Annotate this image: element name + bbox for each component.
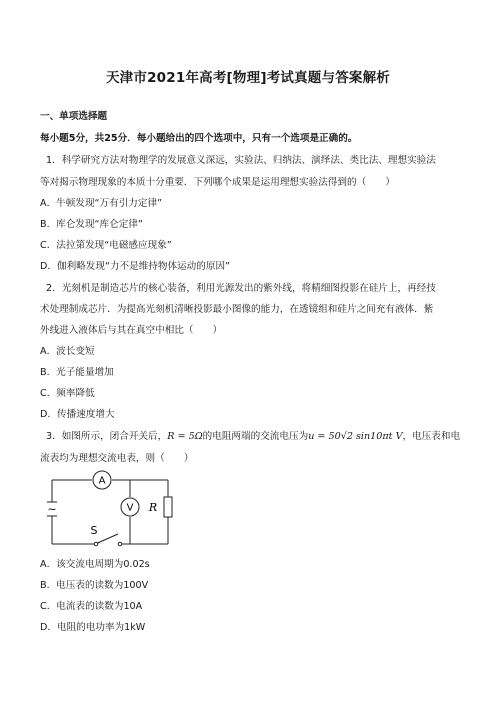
q2-option-a: A．波长变短 bbox=[40, 346, 95, 357]
ammeter-symbol bbox=[93, 471, 111, 489]
q3-option-b: B．电压表的读数为100V bbox=[40, 580, 149, 591]
q2-option-d: D．传播速度增大 bbox=[40, 409, 115, 420]
q3-voltage-expression: u = 50√2 sin10πt V bbox=[308, 431, 403, 442]
circuit-diagram bbox=[40, 470, 190, 550]
q3-stem-line2: 流表均为理想交流电表，则（ ） bbox=[40, 453, 194, 464]
voltmeter-label: V bbox=[126, 502, 134, 514]
q2-stem-line3: 外线进入液体后与其在真空中相比（ ） bbox=[40, 325, 223, 336]
section-instruction: 每小题5分，共25分．每小题给出的四个选项中，只有一个选项是正确的。 bbox=[40, 133, 358, 144]
q3-option-d: D．电阻的电功率为1kW bbox=[40, 622, 146, 633]
document-title: 天津市2021年高考[物理]考试真题与答案解析 bbox=[105, 70, 390, 86]
source-label: ~ bbox=[47, 502, 57, 516]
q1-option-b: B．库仑发现“库仑定律” bbox=[40, 219, 143, 230]
switch-label: S bbox=[90, 524, 98, 537]
q2-option-b: B．光子能量增加 bbox=[40, 367, 114, 378]
q3-option-a: A．该交流电周期为0.02s bbox=[40, 559, 150, 570]
q2-stem-line1: 2．光刻机是制造芯片的核心装备，利用光源发出的紫外线，将精细图投影在硅片上，再经技 bbox=[46, 283, 436, 294]
ac-source-symbol bbox=[47, 502, 57, 516]
q3-stem-line1 bbox=[46, 431, 460, 443]
q3-stem-part1: 3．如图所示，闭合开关后， bbox=[46, 431, 168, 442]
q1-stem-line1: 1．科学研究方法对物理学的发展意义深远，实验法、归纳法、演绎法、类比法、理想实验法 bbox=[46, 155, 436, 166]
q1-option-d: D．伽利略发现“力不是维持物体运动的原因” bbox=[40, 261, 231, 272]
q1-option-a: A．牛顿发现“万有引力定律” bbox=[40, 198, 163, 209]
voltmeter-symbol bbox=[121, 498, 139, 516]
ammeter-label: A bbox=[98, 475, 106, 487]
q2-option-c: C．频率降低 bbox=[40, 388, 95, 399]
q3-resistance: R = 5Ω bbox=[167, 431, 203, 442]
q1-stem-line2: 等对揭示物理现象的本质十分重要．下列哪个成果是运用理想实验法得到的（ ） bbox=[40, 177, 395, 188]
q3-stem-part3: ，电压表和电 bbox=[402, 431, 461, 442]
resistor-label: R bbox=[148, 501, 158, 514]
switch-symbol bbox=[91, 524, 122, 546]
q3-option-c: C．电流表的读数为10A bbox=[40, 601, 143, 612]
section-heading: 一、单项选择题 bbox=[40, 111, 108, 122]
q2-stem-line2: 术处理制成芯片．为提高光刻机清晰投影最小图像的能力，在透镜组和硅片之间充有液体．紫 bbox=[40, 304, 434, 315]
resistor-symbol bbox=[148, 497, 172, 517]
q3-stem-part2: 的电阻两端的交流电压为 bbox=[202, 431, 309, 442]
q1-option-c: C．法拉第发现“电磁感应现象” bbox=[40, 240, 172, 251]
